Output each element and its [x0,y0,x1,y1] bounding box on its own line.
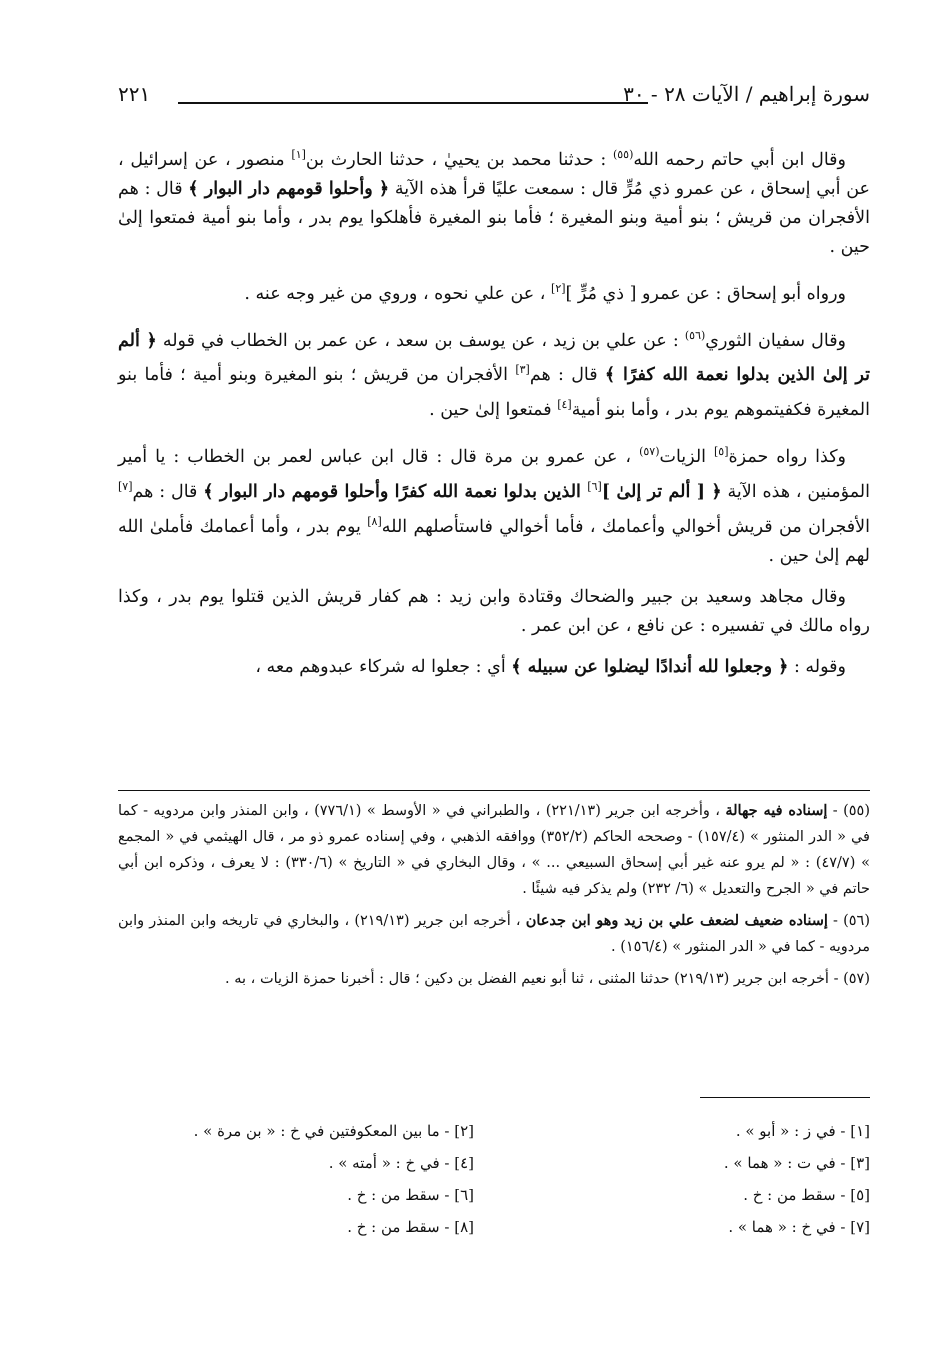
paragraph-sufyan: وقال سفيان الثوري$^{(٥٦)}$ : عن علي بن زيد ، عن يوسف بن سعد ، عن عمر بن الخطاب في قوله ﴿ ألم تر إلىٰ الذين بدلوا نعمة الله كفرًا ﴾ قال : هم[٣] الأفجران من قريش ؛ بنو المغيرة وبنو أمية ؛ فأما بنو المغيرة فكفيتموهم يوم بدر ، وأما بنو أمية[٤] فمتعوا إلىٰ حين . [118,328,870,421]
variant-divider [700,1097,870,1098]
page-number: ٢٢١ [118,82,151,106]
variant-note: [١] - في ز : « أبو » . [735,1122,870,1140]
running-title: سورة إبراهيم / الآيات ٢٨ - ٣٠ [623,82,870,106]
quran-quote: ﴿ وأحلوا قومهم دار البوار ﴾ [188,178,390,199]
variant-ref: [٧] [118,479,133,493]
paragraph-ibn-abi-hatim: وقال ابن أبي حاتم رحمه الله$^{(٥٥)}$ : حدثنا محمد بن يحييٰ ، حدثنا الحارث بن[١] منصور ، عن إسرائيل ، عن أبي إسحاق ، عن عمرو ذي مُرٍّ قال : سمعت عليًا قرأ هذه الآية ﴿ وأحلوا قومهم دار البوار ﴾ قال : هم الأفجران من قريش ؛ بنو أمية وبنو المغيرة ؛ فأما بنو المغيرة فأهلكوا يوم بدر ، وأما بنو أمية فمتعوا إلىٰ حين . [118,148,870,257]
quran-quote: الذين بدلوا نعمة الله كفرًا وأحلوا قومهم دار البوار ﴾ [203,481,588,502]
variant-note: [٦] - سقط من : خ . [347,1186,474,1204]
variant-ref: [٤] [557,398,572,412]
paragraph-abu-ishaq: ورواه أبو إسحاق : عن عمرو [ ذي مُرٍّ ][٢] ، عن علي نحوه ، وروي من غير وجه عنه . [244,281,846,304]
manuscript-variants [118,1118,870,1240]
variant-note: [٣] - في ت : « هما » . [723,1154,870,1172]
paragraph-qawluhu: وقوله : ﴿ وجعلوا لله أندادًا ليضلوا عن سبيله ﴾ أي : جعلوا له شركاء عبدوهم معه ، [255,656,846,677]
variant-note: [٨] - سقط من : خ . [347,1218,474,1236]
variant-ref: [٢] [551,281,566,295]
variant-ref: [٦] [587,479,602,493]
footnote-56: (٥٦) - إسناده ضعيف لضعف علي بن زيد وهو ابن جدعان ، أخرجه ابن جرير (٢١٩/١٣) ، والبخاري في تاريخه وابن المنذر وابن مردويه - كما في « الدر المنثور » (١٥٦/٤) . [118,912,871,955]
variant-ref: [٣] [515,363,530,377]
footnotes [118,798,870,998]
footnote-ref: (٥٦) [684,328,706,342]
page-header [118,82,870,118]
variant-ref: [٥] [714,445,729,459]
header-rule [178,102,648,104]
variant-note: [٤] - في خ : « أمته » . [328,1154,474,1172]
footnote-55: (٥٥) - إسناده فيه جهالة ، وأخرجه ابن جرير (٢٢١/١٣) ، والطبراني في « الأوسط » (٧٧٦/١) ، وابن المنذر وابن مردويه - كما في « الدر المنثور » (١٥٧/٤) - وصححه الحاكم (٣٥٢/٢) ووافقه الذهبي ، وفي إسناده عمرو ذو مر ، قال الهيثمي في « المجمع » (٤٧/٧) : « لم يرو عنه غير أبي إسحاق السبيعي ... » ، وقال البخاري في « التاريخ » (٣٣٠/٦) : لا يعرف ، وذكره ابن أبي حاتم في « الجرح والتعديل » (٦/ ٢٣٢) ولم يذكر فيه شيئًا . [118,802,870,897]
variant-note: [٥] - سقط من : خ . [743,1186,870,1204]
paragraph-mujahid: وقال مجاهد وسعيد بن جبير والضحاك وقتادة وابن زيد : هم كفار قريش الذين قتلوا يوم بدر ، وكذا رواه مالك في تفسيره : عن نافع ، عن ابن عمر . [118,586,870,636]
footnote-57: (٥٧) - أخرجه ابن جرير (٢١٩/١٣) حدثنا المثنى ، ثنا أبو نعيم الفضل بن دكين ؛ قال : أخبرنا حمزة الزيات ، به . [225,971,870,987]
main-text [118,140,870,694]
variant-ref: [١] [291,148,306,161]
paragraph-hamza: وكذا رواه حمزة[٥] الزيات$^{(٥٧)}$ ، عن عمرو بن مرة قال : قال ابن عباس لعمر بن الخطاب : يا أمير المؤمنين ، هذه الآية ﴿ [ ألم تر إلىٰ ][٦] الذين بدلوا نعمة الله كفرًا وأحلوا قومهم دار البوار ﴾ قال : هم[٧] الأفجران من قريش أخوالي وأعمامك ، فأما أخوالي فاستأصلهم الله[٨] يوم بدر ، وأما أعمامك فأملىٰ الله لهم إلىٰ حين . [118,445,871,566]
footnote-divider [118,790,870,791]
quran-quote: ﴿ وجعلوا لله أندادًا ليضلوا عن سبيله ﴾ [511,656,789,677]
quran-quote: ﴿ ألم تر إلىٰ الذين بدلوا نعمة الله كفرًا ﴾ [118,330,870,386]
quran-quote: ﴿ [ ألم تر إلىٰ ] [601,481,722,502]
variant-note: [٢] - ما بين المعكوفتين في خ : « بن مرة » . [193,1122,474,1140]
variant-note: [٧] - في خ : « هما » . [728,1218,870,1236]
variant-ref: [٨] [367,514,382,528]
footnote-ref: (٥٧) [639,445,660,459]
footnote-ref: (٥٥) [612,148,634,161]
